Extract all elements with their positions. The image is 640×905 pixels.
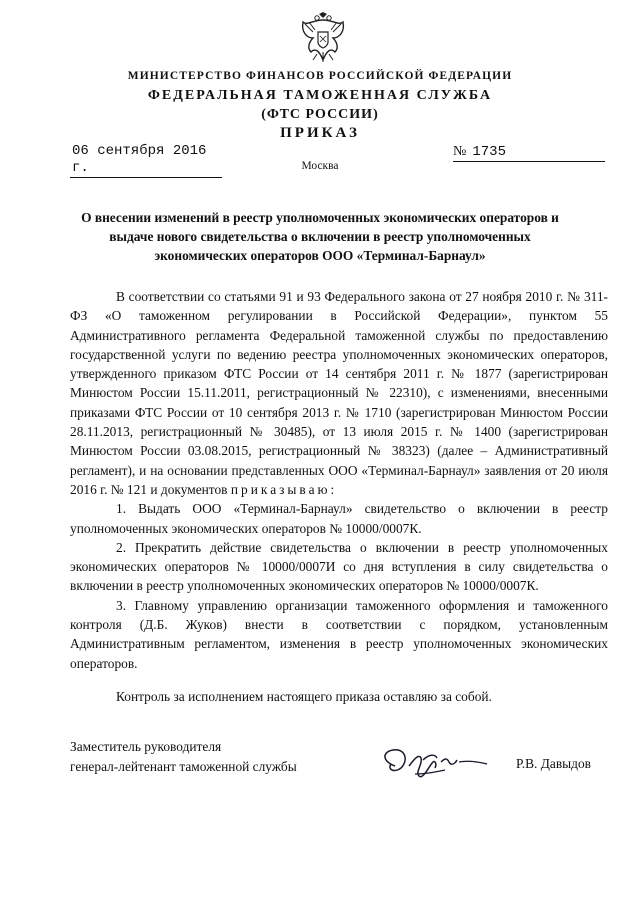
number-prefix: № [453, 144, 467, 159]
service-short-name: (ФТС РОССИИ) [261, 107, 379, 122]
signatory-position [70, 737, 297, 776]
order-number: 1735 [472, 144, 506, 160]
order-body [70, 287, 608, 706]
order-place: Москва [301, 160, 339, 172]
signatory-name: Р.В. Давыдов [516, 756, 591, 771]
order-date: 06 сентября 2016 г. [70, 143, 222, 178]
service-name: ФЕДЕРАЛЬНАЯ ТАМОЖЕННАЯ СЛУЖБА [147, 88, 493, 103]
order-word: приказываю: [230, 481, 338, 497]
control-paragraph: Контроль за исполнением настоящего приказа оставляю за собой. [116, 688, 492, 704]
coat-of-arms-icon [299, 12, 347, 64]
position-line-1: Заместитель руководителя [70, 739, 222, 754]
order-item-2: 2. Прекратить действие свидетельства о включении в реестр уполномоченных экономических операторов № 10000/0007И со дня вступления в силу свидетельства о включении в реестр уполномоченных экономических операторов № 10000/0007К. [70, 539, 608, 594]
position-line-2: генерал-лейтенант таможенной службы [70, 758, 297, 774]
handwritten-signature-icon [375, 740, 495, 784]
order-item-1: 1. Выдать ООО «Терминал-Барнаул» свидетельство о включении в реестр уполномоченных экономических операторов № 10000/0007К. [70, 501, 608, 536]
preamble-text: В соответствии со статьями 91 и 93 Федерального закона от 27 ноября 2010 г. № 311-ФЗ «О таможенном регулировании в Российской Федерации», пунктом 55 Административного регламента Федеральной таможенной службы по предоставлению государственной услуги по ведению реестра уполномоченных экономических операторов, утвержденного приказом ФТС России от 14 сентября 2011 г. № 1877 (зарегистрирован Минюстом России 15.11.2011, регистрационный № 22310), с изменениями, внесенными приказами ФТС России от 10 сентября 2013 г. № 1710 (зарегистрирован Минюстом России 28.11.2013, регистрационный № 30485), от 13 июля 2015 г. № 1400 (зарегистрирован Минюстом России 03.08.2015, регистрационный № 38323) (далее – Административный регламент), и на основании представленных ООО «Терминал-Барнаул» заявления от 20 июля 2016 г. № 121 и документов [70, 289, 608, 497]
order-item-3: 3. Главному управлению организации таможенного оформления и таможенного контроля (Д.Б. Жуков) внести в соответствии с порядком, установленным Административным регламентом, изменения в реестр уполномоченных экономических операторов. [70, 597, 608, 671]
document-type: ПРИКАЗ [280, 125, 360, 141]
ministry-name: МИНИСТЕРСТВО ФИНАНСОВ РОССИЙСКОЙ ФЕДЕРАЦИИ [127, 70, 513, 82]
preamble-paragraph [70, 287, 608, 499]
order-title: О внесении изменений в реестр уполномоченных экономических операторов и выдаче нового свидетельства о включении в реестр уполномоченных экономических операторов ООО «Терминал-Барнаул» [81, 210, 559, 263]
